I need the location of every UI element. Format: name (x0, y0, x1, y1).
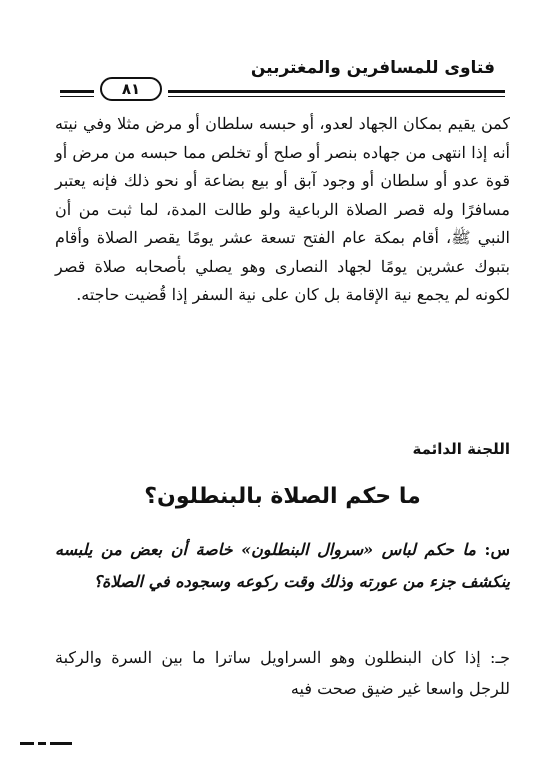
section-heading: ما حكم الصلاة بالبنطلون؟ (144, 484, 421, 509)
fatwa-body-paragraph: كمن يقيم بمكان الجهاد لعدو، أو حبسه سلطان أو مرض مثلا وفي نيته أنه إذا انتهى من جهاده بنصر أو صلح أو تخلص مما حبسه من مرض أو قوة عدو أو سلطان أو وجود آبق أو بيع بضاعة أو نحو ذلك فإنه يعتبر مسافرًا وله قصر الصلاة الرباعية ولو طالت المدة، لما ثبت من أن النبي ﷺ، أقام بمكة عام الفتح تسعة عشر يومًا يقصر الصلاة وأقام بتبوك عشرين يومًا لجهاد النصارى وهو يصلي بأصحابه صلاة قصر لكونه لم يجمع نية الإقامة بل كان على نية السفر إذا قُضيت حاجته. (55, 114, 510, 304)
question-block (55, 534, 510, 598)
footer-ornament (20, 742, 80, 748)
answer-block (55, 642, 510, 704)
book-title: فتاوى للمسافرين والمغتربين (250, 58, 495, 78)
question-text: ما حكم لباس «سروال البنطلون» خاصة أن بعض من يلبسه ينكشف جزء من عورته وذلك وقت ركوعه وسجوده في الصلاة؟ (55, 540, 510, 591)
answer-text: إذا كان البنطلون وهو السراويل ساترا ما بين السرة والركبة للرجل واسعا غير ضيق صحت فيه (55, 648, 510, 698)
question-label: س: (484, 540, 510, 559)
signature-committee: اللجنة الدائمة (412, 440, 510, 458)
page-number-frame (94, 77, 168, 101)
page-number: ٨١ (100, 77, 162, 101)
page-header (60, 58, 505, 108)
answer-label: جـ: (490, 648, 511, 667)
